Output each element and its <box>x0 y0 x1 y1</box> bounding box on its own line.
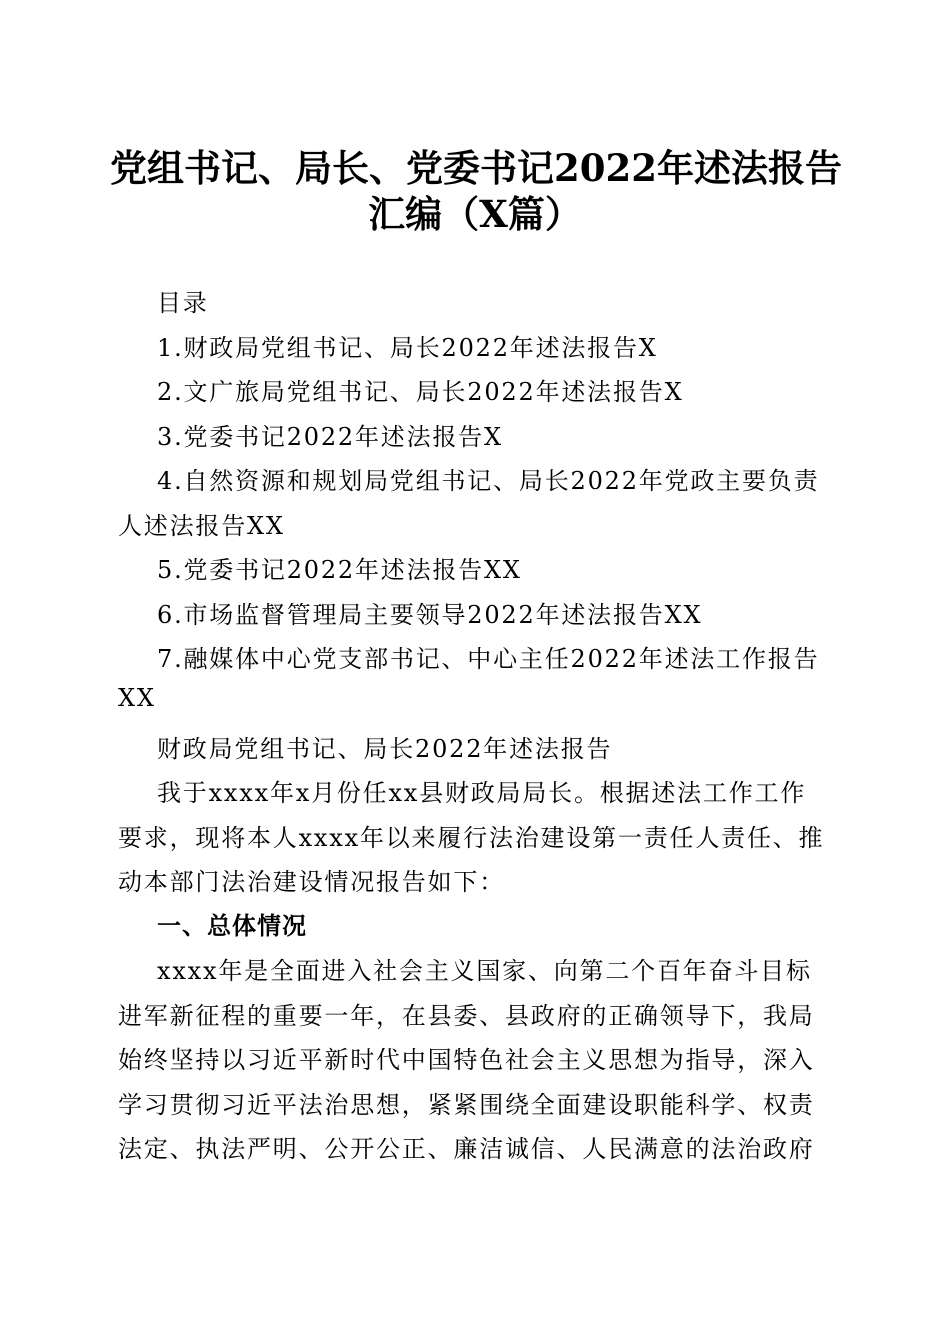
body-line-1: xxxx年是全面进入社会主义国家、向第二个百年奋斗目标 <box>157 957 812 985</box>
toc-item-7-continued: XX <box>118 684 156 712</box>
toc-heading: 目录 <box>157 289 209 317</box>
body-line-4: 学习贯彻习近平法治思想，紧紧围绕全面建设职能科学、权责 <box>118 1091 815 1119</box>
section-heading: 一、总体情况 <box>157 912 307 940</box>
toc-item-1: 1.财政局党组书记、局长2022年述法报告X <box>157 334 658 362</box>
document-title-line-2: 汇编（X篇） <box>368 192 582 236</box>
toc-item-3: 3.党委书记2022年述法报告X <box>157 423 503 451</box>
toc-item-4: 4.自然资源和规划局党组书记、局长2022年党政主要负责 <box>157 467 820 495</box>
body-line-5: 法定、执法严明、公开公正、廉洁诚信、人民满意的法治政府 <box>118 1135 815 1163</box>
toc-item-6: 6.市场监督管理局主要领导2022年述法报告XX <box>157 601 703 629</box>
article-title: 财政局党组书记、局长2022年述法报告 <box>157 735 613 763</box>
toc-item-4-continued: 人述法报告XX <box>118 512 285 540</box>
toc-item-2: 2.文广旅局党组书记、局长2022年述法报告X <box>157 378 684 406</box>
body-line-2: 进军新征程的重要一年，在县委、县政府的正确领导下，我局 <box>118 1002 815 1030</box>
intro-line-2: 要求，现将本人xxxx年以来履行法治建设第一责任人责任、推 <box>118 824 825 852</box>
intro-line-3: 动本部门法治建设情况报告如下： <box>118 868 505 896</box>
toc-item-5: 5.党委书记2022年述法报告XX <box>157 556 522 584</box>
body-line-3: 始终坚持以习近平新时代中国特色社会主义思想为指导，深入 <box>118 1046 815 1074</box>
toc-item-7: 7.融媒体中心党支部书记、中心主任2022年述法工作报告 <box>157 645 820 673</box>
document-title-line-1: 党组书记、局长、党委书记2022年述法报告 <box>110 146 842 190</box>
intro-line-1: 我于xxxx年x月份任xx县财政局局长。根据述法工作工作 <box>157 779 807 807</box>
